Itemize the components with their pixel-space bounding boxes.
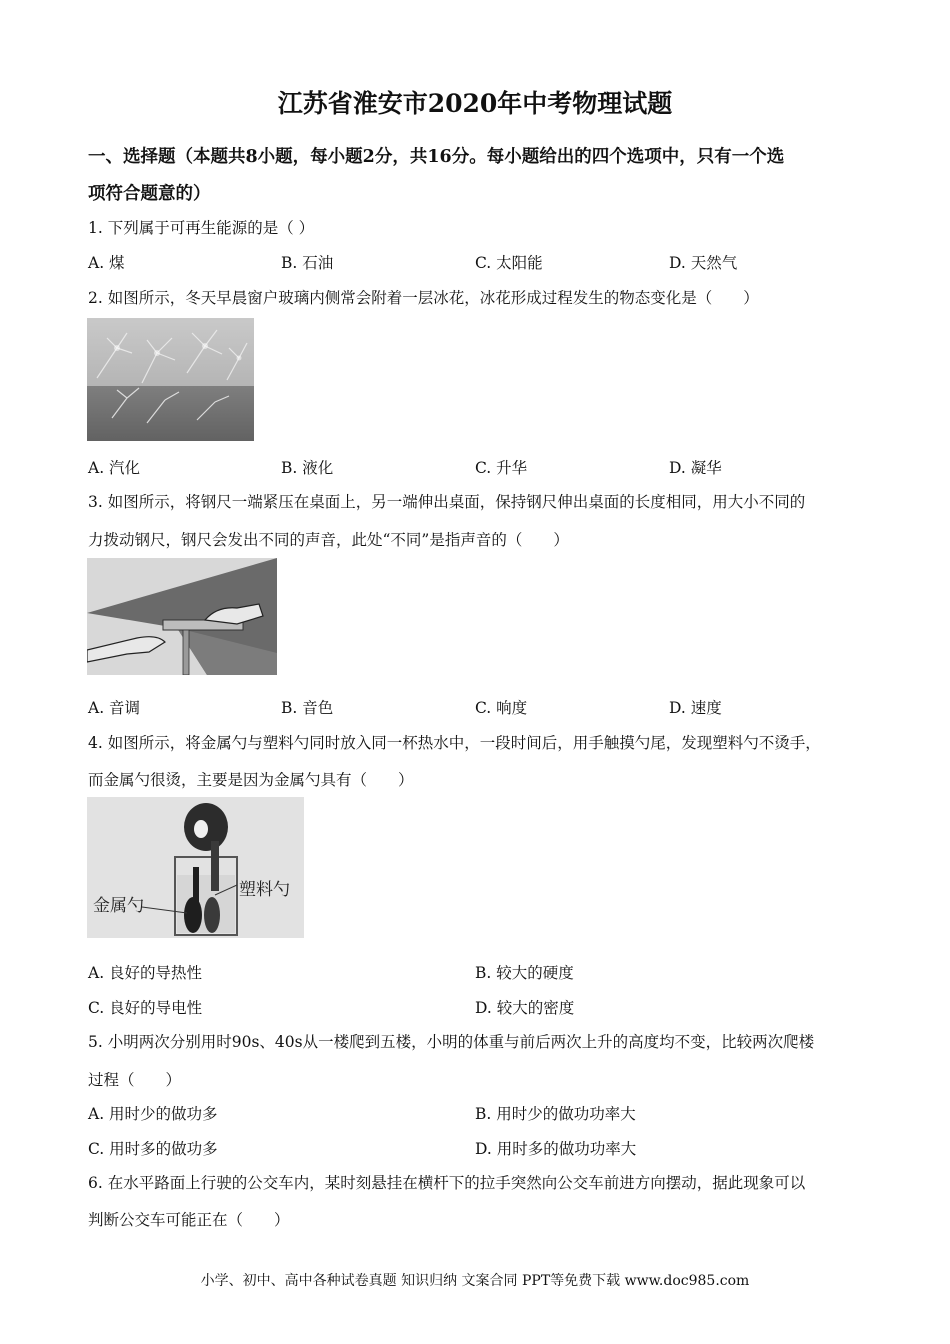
plastic-spoon-label: 塑料勺 [239, 880, 290, 900]
q4-option-a: A. 良好的导热性 [88, 964, 203, 982]
q1-option-d: D. 天然气 [669, 254, 738, 272]
q4-option-d: D. 较大的密度 [475, 999, 575, 1017]
q5-option-b: B. 用时少的做功功率大 [475, 1105, 636, 1123]
q1-option-a: A. 煤 [88, 254, 125, 272]
page-title: 江苏省淮安市2020年中考物理试题 [277, 89, 673, 118]
question-3-line1: 3. 如图所示，将钢尺一端紧压在桌面上，另一端伸出桌面，保持钢尺伸出桌面的长度相同，用大小不同的 [88, 493, 806, 511]
spoons-figure [87, 797, 304, 938]
q4-option-c: C. 良好的导电性 [88, 999, 203, 1017]
section-heading-line1: 一、选择题（本题共8小题，每小题2分，共16分。每小题给出的四个选项中，只有一个选 [88, 147, 785, 167]
q2-option-c: C. 升华 [475, 459, 528, 477]
section-heading-line2: 项符合题意的） [88, 184, 211, 204]
q1-option-b: B. 石油 [281, 254, 334, 272]
metal-spoon-label: 金属勺 [93, 896, 144, 916]
q5-option-c: C. 用时多的做功多 [88, 1140, 218, 1158]
question-4-line2: 而金属勺很烫，主要是因为金属勺具有（ ） [88, 771, 414, 789]
ruler-figure [87, 558, 277, 675]
question-6-line1: 6. 在水平路面上行驶的公交车内，某时刻悬挂在横杆下的拉手突然向公交车前进方向摆动，据此现象可以 [88, 1174, 806, 1192]
q2-option-d: D. 凝华 [669, 459, 722, 477]
question-2: 2. 如图所示，冬天早晨窗户玻璃内侧常会附着一层冰花，冰花形成过程发生的物态变化是（ ） [88, 289, 759, 307]
q3-option-b: B. 音色 [281, 699, 334, 717]
frost-figure [87, 318, 254, 441]
question-3-line2: 力拨动钢尺，钢尺会发出不同的声音，此处“不同”是指声音的（ ） [88, 531, 569, 549]
q1-option-c: C. 太阳能 [475, 254, 543, 272]
q5-option-a: A. 用时少的做功多 [88, 1105, 218, 1123]
q3-option-d: D. 速度 [669, 699, 722, 717]
q4-option-b: B. 较大的硬度 [475, 964, 574, 982]
q2-option-b: B. 液化 [281, 459, 334, 477]
footer-note: 小学、初中、高中各种试卷真题 知识归纳 文案合同 PPT等免费下载 www.doc985.com [200, 1273, 750, 1289]
question-6-line2: 判断公交车可能正在（ ） [88, 1211, 290, 1229]
question-5-line2: 过程（ ） [88, 1071, 182, 1089]
q3-option-a: A. 音调 [88, 699, 141, 717]
q5-option-d: D. 用时多的做功功率大 [475, 1140, 637, 1158]
question-1: 1. 下列属于可再生能源的是（ ） [88, 219, 315, 237]
question-5-line1: 5. 小明两次分别用时90s、40s从一楼爬到五楼，小明的体重与前后两次上升的高度均不变，比较两次爬楼 [88, 1033, 815, 1051]
q2-option-a: A. 汽化 [88, 459, 141, 477]
question-4-line1: 4. 如图所示，将金属勺与塑料勺同时放入同一杯热水中，一段时间后，用手触摸勺尾，发现塑料勺不烫手， [88, 734, 821, 752]
q3-option-c: C. 响度 [475, 699, 528, 717]
